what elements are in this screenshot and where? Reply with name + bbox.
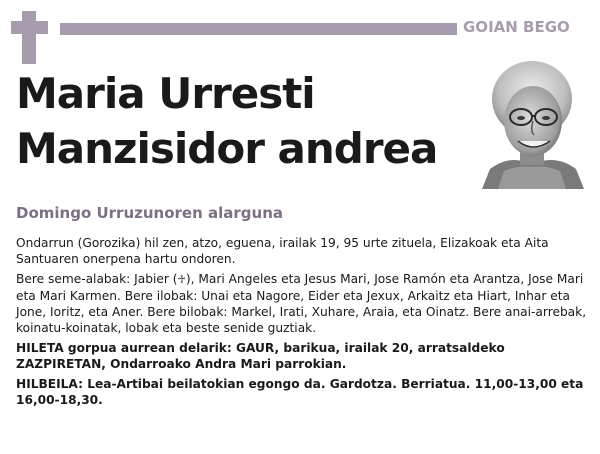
family-text-rest: ), Mari Angeles eta Jesus Mari, Jose Ramón eta Arantza, Jose Mari eta Mari Karmen. Bere ilobak: Unai eta Nagore, Eider eta Jexux, Arkaitz eta Hiart, Inhar eta Jone, Ioritz, eta Aner. Bere bilobak: Markel, Irati, Xuhare, Araia, eta Oinatz. Bere anai-arrebak, koinatu-koinatak, lobak eta beste senide guztiak. (16, 272, 587, 335)
funeral-paragraph: HILETA gorpua aurrean delarik: GAUR, barikua, irailak 20, arratsaldeko ZAZPIRETAN, Ondarroako Andra Mari parrokian. (16, 341, 505, 371)
family-text-start: Bere seme-alabak: Jabier ( (16, 272, 178, 286)
cross-horizontal-bar (11, 21, 48, 34)
family-paragraph (16, 271, 588, 336)
deceased-name (16, 66, 456, 176)
header-label: GOIAN BEGO (463, 18, 570, 36)
obituary-body (16, 235, 588, 412)
subtitle-widow-of: Domingo Urruzunoren alarguna (16, 204, 283, 222)
name-line-2: Manzisidor andrea (16, 124, 438, 173)
header-rule (60, 23, 457, 35)
small-cross-icon: ♱ (177, 273, 186, 286)
name-line-1: Maria Urresti (16, 69, 315, 118)
wake-paragraph: HILBEILA: Lea-Artibai beilatokian egongo da. Gardotza. Berriatua. 11,00-13,00 eta 16,00-18,30. (16, 377, 584, 407)
portrait-illustration (478, 57, 586, 189)
death-notice-paragraph: Ondarrun (Gorozika) hil zen, atzo, eguena, irailak 19, 95 urte zituela, Elizakoak eta Aita Santuaren onerpena hartu ondoren. (16, 236, 549, 266)
portrait-photo (478, 57, 586, 189)
cross-vertical-bar (22, 11, 36, 64)
